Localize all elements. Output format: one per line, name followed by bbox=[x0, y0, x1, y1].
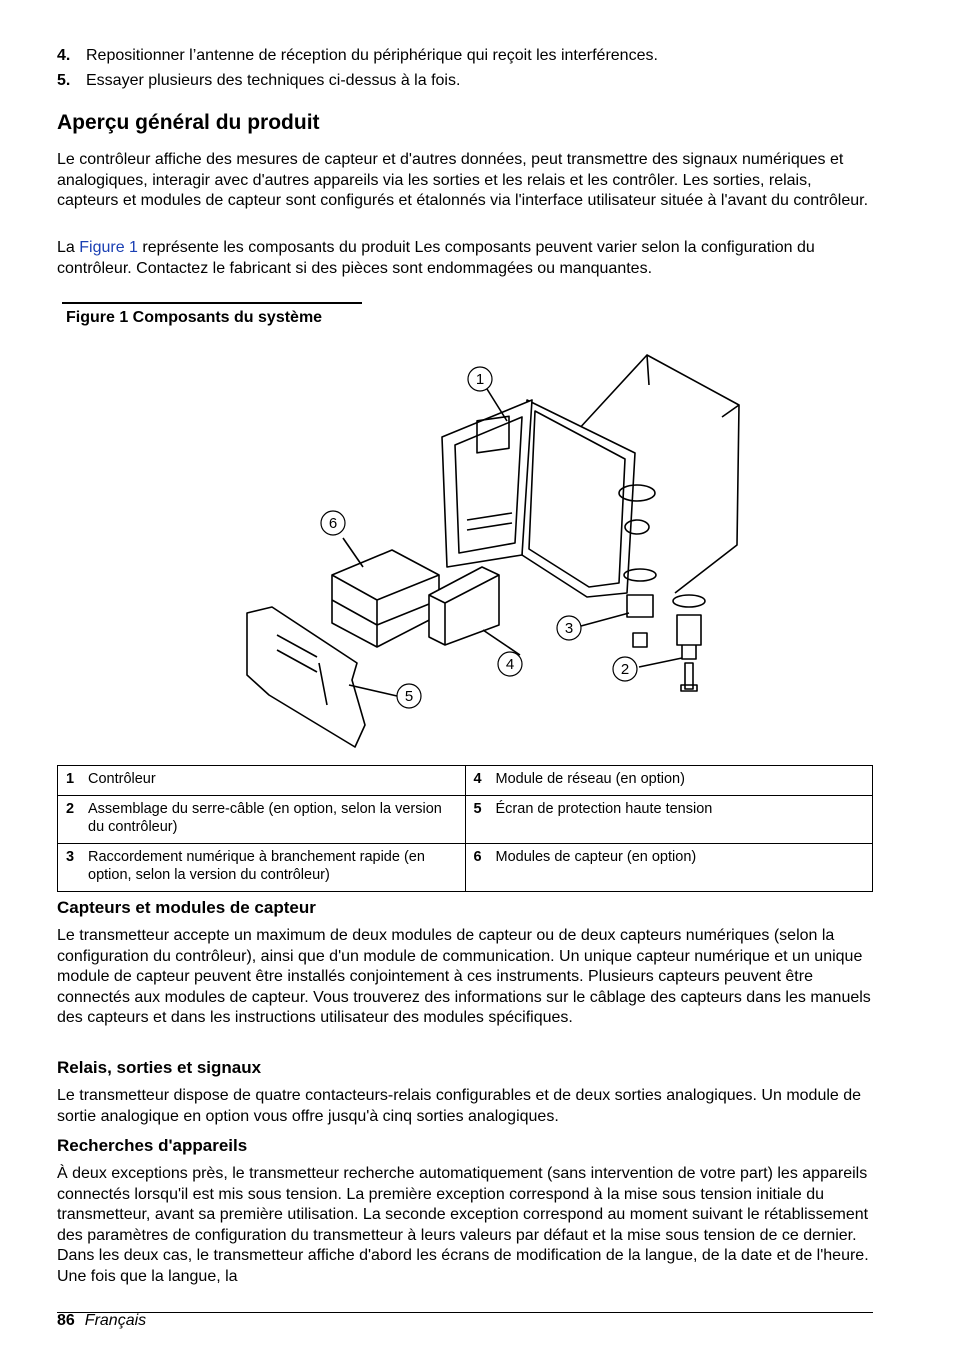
callout-1: 1 bbox=[475, 371, 485, 388]
step-5: 5. Essayer plusieurs des techniques ci-dessus à la fois. bbox=[57, 72, 461, 89]
table-row: 1 Contrôleur 4 Module de réseau (en option) bbox=[58, 766, 873, 796]
page-number: 86 bbox=[57, 1312, 75, 1329]
legend-table bbox=[57, 765, 873, 892]
system-components-illustration bbox=[177, 345, 755, 755]
callout-4: 4 bbox=[505, 656, 515, 673]
footer-language: Français bbox=[84, 1312, 147, 1329]
relays-paragraph: Le transmetteur dispose de quatre contacteurs-relais configurables et de deux sorties analogiques. Un module de sortie analogique en option vous offre jusqu'à cinq sorties analogiques. bbox=[57, 1087, 862, 1125]
callout-5: 5 bbox=[404, 688, 414, 705]
overview-paragraph-2: La Figure 1 représente les composants du produit Les composants peuvent varier selon la configuration du contrôleur. Contactez le fabricant si des pièces sont endommagées ou manquantes. bbox=[57, 239, 815, 277]
figure-caption: Figure 1 Composants du système bbox=[66, 309, 323, 326]
device-search-paragraph: À deux exceptions près, le transmetteur recherche automatiquement (sans intervention de votre part) les appareils connectés lorsqu'il est mis sous tension. La première exception correspond à la mise sous tension initiale du transmetteur, avant sa première utilisation. La seconde exception correspond au moment suivant le rétablissement des paramètres de configuration du transmetteur à leurs valeurs par défaut et la mise sous tension de ce dernier. Dans les deux cas, le transmetteur affiche d'abord les écrans de modification de la langue, de la date et de l'heure. Une fois que la langue, la bbox=[57, 1165, 869, 1285]
overview-paragraph-1: Le contrôleur affiche des mesures de capteur et d'autres données, peut transmettre des signaux numériques et analogiques, interagir avec d'autres appareils via les sorties et les relais et les contrôler. Les sorties, relais, capteurs et modules de capteur sont configurés et étalonnés via l'interface utilisateur située à l'avant du contrôleur. bbox=[57, 151, 869, 209]
sensor-modules bbox=[332, 550, 439, 647]
figure-rule bbox=[62, 302, 362, 304]
table-row: 3 Raccordement numérique à branchement rapide (en option, selon la version du contrôleur) 6 Modules de capteur (en option) bbox=[58, 844, 873, 892]
quick-connect-cap bbox=[633, 633, 647, 647]
footer-rule bbox=[57, 1312, 873, 1313]
section-title-sensors: Capteurs et modules de capteur bbox=[57, 898, 316, 917]
section-title-overview: Aperçu général du produit bbox=[57, 111, 320, 134]
strain-relief-body bbox=[677, 615, 701, 659]
callout-2: 2 bbox=[620, 661, 630, 678]
callout-6: 6 bbox=[328, 515, 338, 532]
section-title-device-search: Recherches d'appareils bbox=[57, 1136, 248, 1155]
sensors-paragraph: Le transmetteur accepte un maximum de deux modules de capteur ou de deux capteurs numériques (selon la configuration du contrôleur), ainsi que d'un module de communication. Un unique capteur numérique et un unique module de capteur peuvent être installés conjointement à ces instruments. Plusieurs capteurs peuvent être connectés aux modules de capteur. Vous trouverez des informations sur le câblage des capteurs dans les manuels des capteurs et dans les instructions utilisateur des modules spécifiques. bbox=[57, 927, 871, 1026]
section-title-relays: Relais, sorties et signaux bbox=[57, 1058, 262, 1077]
table-row: 2 Assemblage du serre-câble (en option, selon la version du contrôleur) 5 Écran de protection haute tension bbox=[58, 796, 873, 844]
strain-relief-pin bbox=[681, 663, 697, 691]
figure-1-link[interactable]: Figure 1 bbox=[79, 239, 138, 256]
strain-relief-ring bbox=[673, 595, 705, 607]
quick-connect-body bbox=[627, 595, 653, 617]
callout-3: 3 bbox=[564, 620, 574, 637]
step-4: 4. Repositionner l’antenne de réception du périphérique qui reçoit les interférences. bbox=[57, 47, 658, 64]
page-footer bbox=[57, 1312, 146, 1330]
